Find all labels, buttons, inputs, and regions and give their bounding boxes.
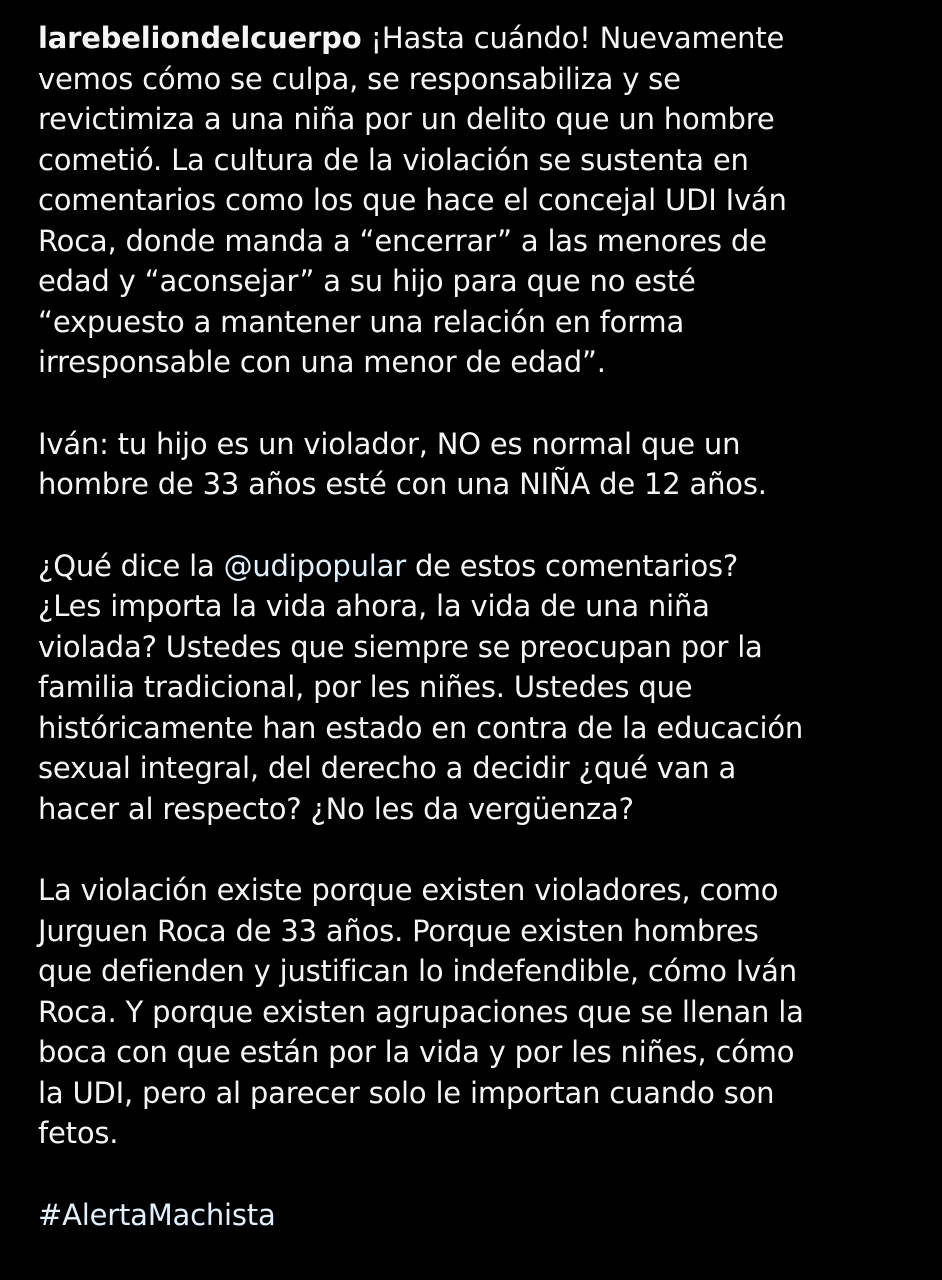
caption-paragraph-2: [38, 424, 908, 505]
caption-text-3a: ¿Qué dice la: [38, 548, 224, 583]
caption-text-1: ¡Hasta cuándo! Nuevamente vemos cómo se culpa, se responsabiliza y se revictimiza a una niña por un delito que un hombre cometió. La cultura de la violación se sustenta en comentarios como los que hace el concejal UDI Iván Roca, donde manda a “encerrar” a las menores de edad y “aconsejar” a su hijo para que no esté “expuesto a mantener una relación en forma irresponsable con una menor de edad”.: [38, 21, 787, 379]
hashtag-link[interactable]: #AlertaMachista: [38, 1197, 276, 1232]
caption-paragraph-3: [38, 546, 908, 830]
caption-text-3b: de estos comentarios? ¿Les importa la vida ahora, la vida de una niña violada? Ustedes que siempre se preocupan por la familia tradicional, por les niñes. Ustedes que históricamente han estado en contra de la educación sexual integral, del derecho a decidir ¿qué van a hacer al respecto? ¿No les da vergüenza?: [38, 548, 804, 826]
caption-text-4: La violación existe porque existen violadores, como Jurguen Roca de 33 años. Porque existen hombres que defienden y justifican lo indefendible, cómo Iván Roca. Y porque existen agrupaciones que se llenan la boca con que están por la vida y por les niñes, cómo la UDI, pero al parecer solo le importan cuando son fetos.: [38, 873, 804, 1150]
caption-paragraph-5: [38, 1195, 908, 1236]
post-caption: [38, 18, 908, 1276]
username-link[interactable]: larebeliondelcuerpo: [38, 21, 362, 55]
mention-link-udipopular[interactable]: @udipopular: [223, 548, 406, 583]
caption-paragraph-4: [38, 870, 908, 1154]
caption-text-2: Iván: tu hijo es un violador, NO es normal que un hombre de 33 años esté con una NIÑA de 12 años.: [38, 426, 767, 501]
caption-paragraph-1: [38, 18, 908, 383]
